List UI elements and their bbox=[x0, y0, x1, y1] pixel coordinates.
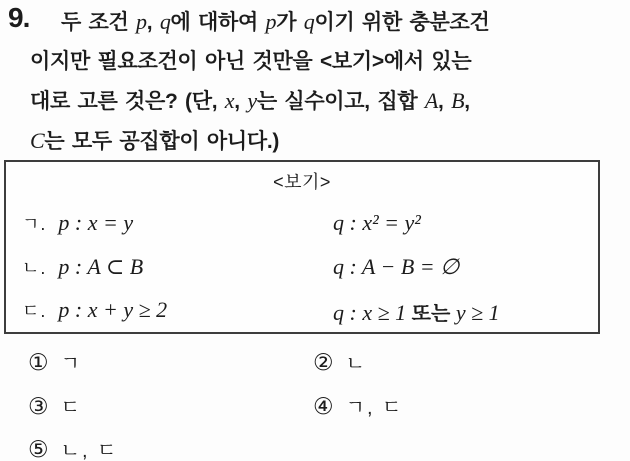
korean-text: 가 bbox=[276, 11, 304, 34]
answer-choice-5 bbox=[28, 434, 118, 461]
math-text: C bbox=[30, 128, 45, 153]
question-line bbox=[30, 2, 628, 42]
korean-text: 두 조건 bbox=[61, 11, 137, 34]
math-text: q bbox=[159, 9, 171, 34]
answer-choice-4 bbox=[313, 391, 403, 420]
question-number: 9. bbox=[8, 2, 30, 33]
math-text: q bbox=[303, 9, 315, 34]
question-text bbox=[30, 2, 628, 161]
choice-option-text: ㄱ bbox=[60, 353, 82, 375]
choice-option-text: ㄱ, ㄷ bbox=[345, 397, 404, 419]
korean-text: 는 실수이고, 집합 bbox=[256, 90, 425, 113]
answer-choice-3 bbox=[28, 391, 82, 420]
math-text: p : x + y ≥ 2 bbox=[58, 297, 168, 322]
math-text: A bbox=[424, 88, 438, 113]
korean-text: 에 대하여 bbox=[170, 11, 266, 34]
boki-condition-p bbox=[22, 254, 143, 280]
answer-choice-2 bbox=[313, 347, 367, 376]
choice-circled-number: ③ bbox=[28, 393, 49, 419]
math-text: q : x ≥ 1 bbox=[333, 300, 412, 325]
korean-text: 이지만 필요조건이 아닌 것만을 <보기>에서 있는 bbox=[30, 50, 472, 73]
korean-text: , bbox=[464, 90, 470, 113]
choice-circled-number: ② bbox=[313, 349, 334, 375]
choice-circled-number: ① bbox=[28, 349, 49, 375]
korean-text: 는 모두 공집합이 아니다.) bbox=[44, 130, 280, 153]
boki-item-label: ㄷ. bbox=[22, 301, 47, 321]
boki-row bbox=[6, 297, 598, 327]
math-text: q : x² = y² bbox=[333, 210, 421, 235]
korean-text: , bbox=[234, 90, 248, 113]
boki-condition-q bbox=[333, 210, 421, 236]
math-text: p bbox=[265, 9, 277, 34]
korean-text: , bbox=[146, 11, 160, 34]
choice-option-text: ㄴ bbox=[345, 353, 367, 375]
boki-row bbox=[6, 210, 598, 240]
math-text: y bbox=[247, 88, 257, 113]
korean-text: 또는 bbox=[411, 303, 451, 325]
math-text: B bbox=[451, 88, 465, 113]
question-line bbox=[30, 81, 628, 121]
boki-condition-q bbox=[333, 254, 459, 280]
boki-item-label: ㄱ. bbox=[22, 214, 47, 234]
boki-box bbox=[4, 160, 600, 334]
boki-condition-p bbox=[22, 210, 133, 236]
choice-option-text: ㄴ, ㄷ bbox=[60, 440, 119, 461]
math-text: p bbox=[136, 9, 147, 34]
choice-circled-number: ④ bbox=[313, 393, 334, 419]
boki-item-label: ㄴ. bbox=[22, 258, 47, 278]
boki-title: <보기> bbox=[273, 172, 331, 192]
boki-condition-q bbox=[333, 297, 500, 326]
math-text: p : x = y bbox=[58, 210, 134, 235]
question-line bbox=[30, 121, 628, 161]
answer-choice-1 bbox=[28, 347, 82, 376]
math-text: x bbox=[224, 88, 235, 113]
korean-text: 대로 고른 것은? (단, bbox=[30, 90, 225, 113]
math-text: q : A − B = ∅ bbox=[333, 254, 460, 279]
question-line bbox=[30, 42, 628, 81]
boki-row bbox=[6, 254, 598, 284]
math-text: p : A ⊂ B bbox=[58, 254, 144, 279]
math-text: y ≥ 1 bbox=[450, 300, 500, 325]
korean-text: , bbox=[438, 90, 452, 113]
korean-text: 이기 위한 충분조건 bbox=[314, 11, 490, 34]
choice-option-text: ㄷ bbox=[60, 397, 82, 419]
choice-circled-number: ⑤ bbox=[28, 436, 49, 461]
boki-condition-p bbox=[22, 297, 167, 323]
